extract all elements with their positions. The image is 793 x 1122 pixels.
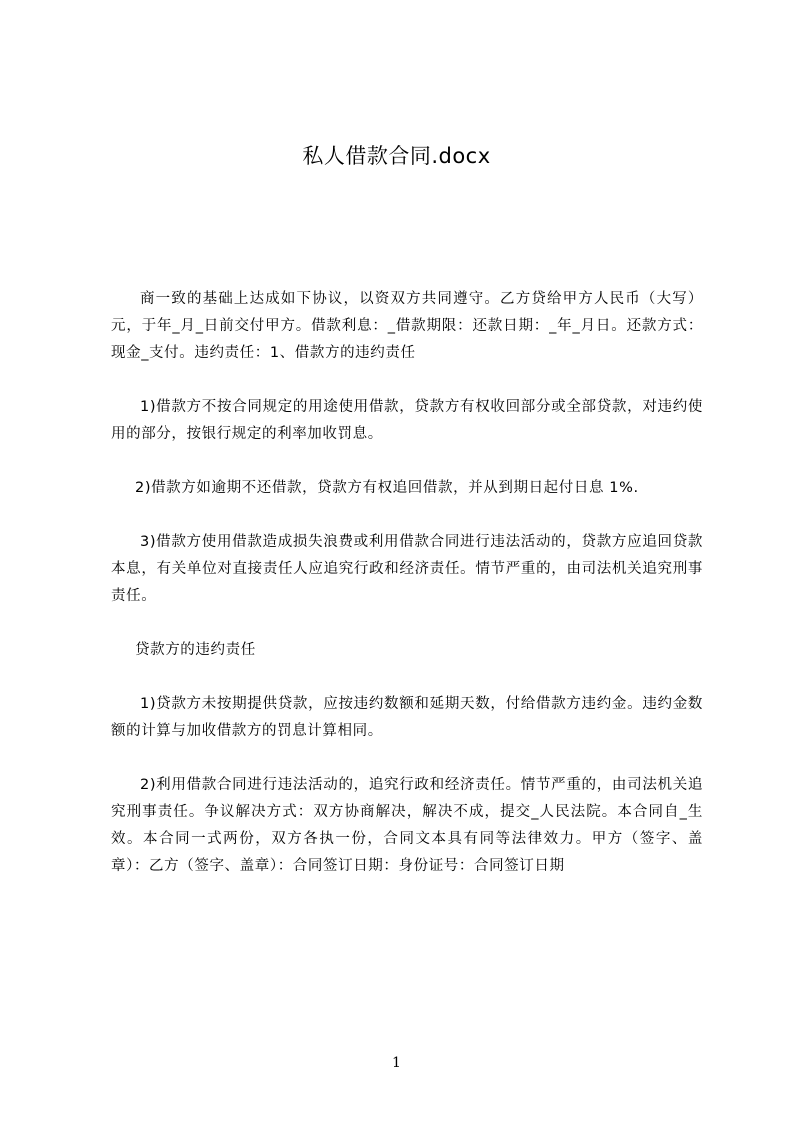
document-body bbox=[111, 286, 703, 907]
page-number: 1 bbox=[392, 1055, 401, 1071]
section-heading-lender-liability: 贷款方的违约责任 bbox=[135, 642, 256, 658]
paragraph-borrower-clause-3: 3)借款方使用借款造成损失浪费或利用借款合同进行违法活动的，贷款方应追回贷款本息，有关单位对直接责任人应追究行政和经济责任。情节严重的，由司法机关追究刑事责任。 bbox=[111, 534, 703, 604]
paragraph-borrower-clause-2: 2)借款方如逾期不还借款，贷款方有权追回借款，并从到期日起付日息 1%. bbox=[135, 480, 639, 496]
paragraph-lender-clause-1: 1)贷款方未按期提供贷款，应按违约数额和延期天数，付给借款方违约金。违约金数额的计算与加收借款方的罚息计算相同。 bbox=[111, 696, 703, 739]
document-title: 私人借款合同.docx bbox=[302, 144, 491, 168]
paragraph-intro: 商一致的基础上达成如下协议，以资双方共同遵守。乙方贷给甲方人民币（大写）元，于年_月_日前交付甲方。借款利息：_借款期限：还款日期：_年_月日。还款方式：现金_支付。违约责任：1、借款方的违约责任 bbox=[111, 291, 703, 361]
paragraph-borrower-clause-1: 1)借款方不按合同规定的用途使用借款，贷款方有权收回部分或全部贷款，对违约使用的部分，按银行规定的利率加收罚息。 bbox=[111, 399, 703, 442]
paragraph-lender-clause-2: 2)利用借款合同进行违法活动的，追究行政和经济责任。情节严重的，由司法机关追究刑事责任。争议解决方式：双方协商解决，解决不成，提交_人民法院。本合同自_生效。本合同一式两份，双方各执一份，合同文本具有同等法律效力。甲方（签字、盖章）：乙方（签字、盖章）：合同签订日期：身份证号：合同签订日期 bbox=[111, 777, 703, 874]
